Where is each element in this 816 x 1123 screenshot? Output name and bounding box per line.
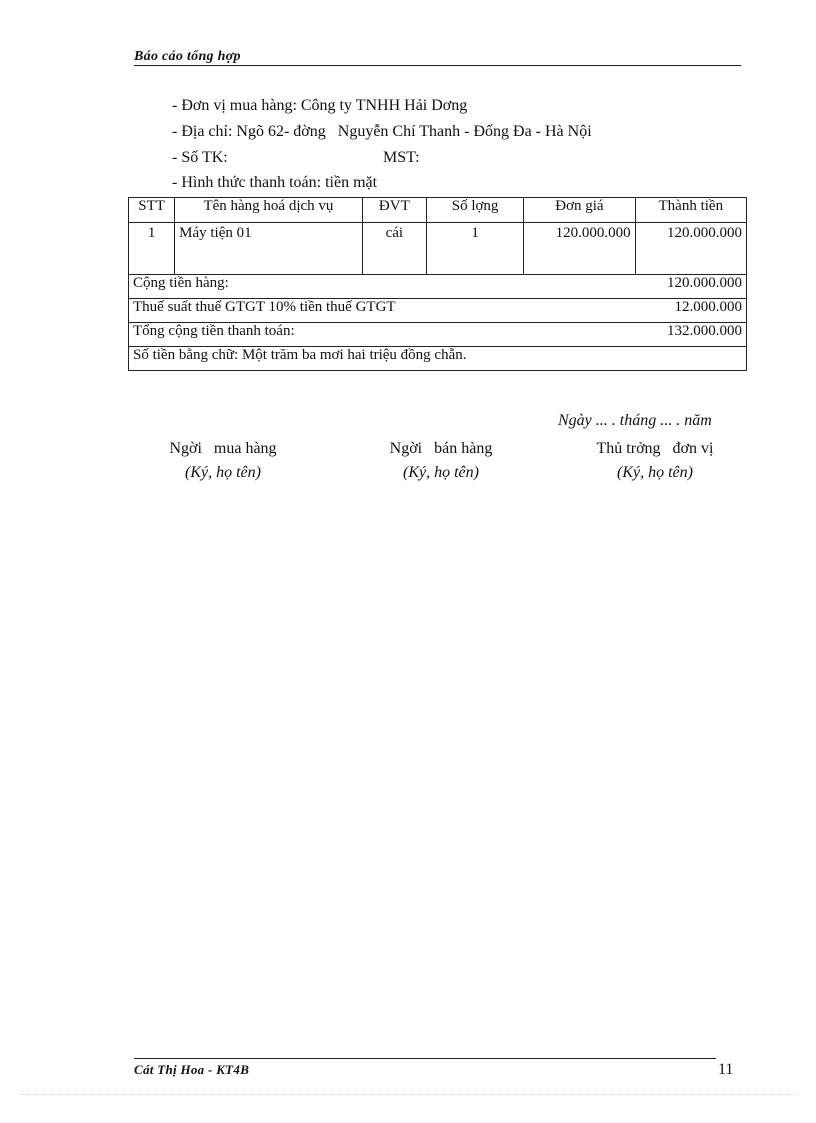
buyer-signature-block — [123, 440, 323, 482]
signature-role: Thủ trởng đơn vị — [596, 440, 714, 457]
grand-total-label: Tổng cộng tiền thanh toán: — [133, 323, 295, 339]
signature-role: Ngời mua hàng — [169, 440, 277, 457]
subtotal-cell — [129, 275, 747, 299]
address-line: - Địa chỉ: Ngõ 62- đờng Nguyễn Chí Thanh - Đống Đa - Hà Nội — [172, 123, 592, 140]
tax-code-label: MST: — [383, 149, 420, 166]
vat-cell — [129, 299, 747, 323]
page-header-title: Báo cáo tổng hợp — [134, 49, 241, 64]
payment-method-line: - Hình thức thanh toán: tiền mặt — [172, 174, 378, 191]
grand-total-value: 132.000.000 — [667, 323, 742, 339]
header-divider — [134, 65, 741, 66]
subtotal-label: Cộng tiền hàng: — [133, 275, 229, 291]
grand-total-row — [129, 323, 747, 347]
table-header-row — [129, 198, 747, 223]
page-number: 11 — [718, 1061, 734, 1078]
column-header-unit-price: Đơn giá — [524, 198, 635, 223]
signature-note: (Ký, họ tên) — [403, 464, 479, 481]
buyer-unit-line: - Đơn vị mua hàng: Công ty TNHH Hải Dơng — [172, 97, 468, 114]
cell-unit: cái — [362, 223, 426, 275]
cell-quantity: 1 — [426, 223, 523, 275]
footer-divider — [134, 1058, 716, 1059]
amount-in-words: Số tiền bằng chữ: Một trăm ba mơi hai triệu đồng chẵn. — [129, 347, 747, 371]
page-edge-dotted-line — [20, 1094, 796, 1095]
vat-value: 12.000.000 — [674, 299, 742, 315]
table-row — [129, 223, 747, 275]
cell-stt: 1 — [129, 223, 175, 275]
seller-signature-block — [341, 440, 541, 482]
cell-unit-price: 120.000.000 — [524, 223, 635, 275]
column-header-amount: Thành tiền — [635, 198, 746, 223]
subtotal-value: 120.000.000 — [667, 275, 742, 291]
subtotal-row — [129, 275, 747, 299]
cell-item-name: Máy tiện 01 — [175, 223, 363, 275]
cell-amount: 120.000.000 — [635, 223, 746, 275]
vat-label: Thuế suất thuế GTGT 10% tiền thuế GTGT — [133, 299, 396, 315]
invoice-table — [128, 197, 747, 371]
date-line: Ngày ... . tháng ... . năm — [558, 412, 712, 429]
footer-author: Cát Thị Hoa - KT4B — [134, 1062, 250, 1077]
column-header-unit: ĐVT — [362, 198, 426, 223]
column-header-quantity: Số lợng — [426, 198, 523, 223]
vat-row — [129, 299, 747, 323]
signature-note: (Ký, họ tên) — [185, 464, 261, 481]
grand-total-cell — [129, 323, 747, 347]
column-header-stt: STT — [129, 198, 175, 223]
amount-in-words-row — [129, 347, 747, 371]
head-of-unit-signature-block — [555, 440, 755, 482]
signature-role: Ngời bán hàng — [389, 440, 493, 457]
signature-note: (Ký, họ tên) — [617, 464, 693, 481]
account-number-label: - Số TK: — [172, 149, 228, 166]
column-header-item-name: Tên hàng hoá dịch vụ — [175, 198, 363, 223]
